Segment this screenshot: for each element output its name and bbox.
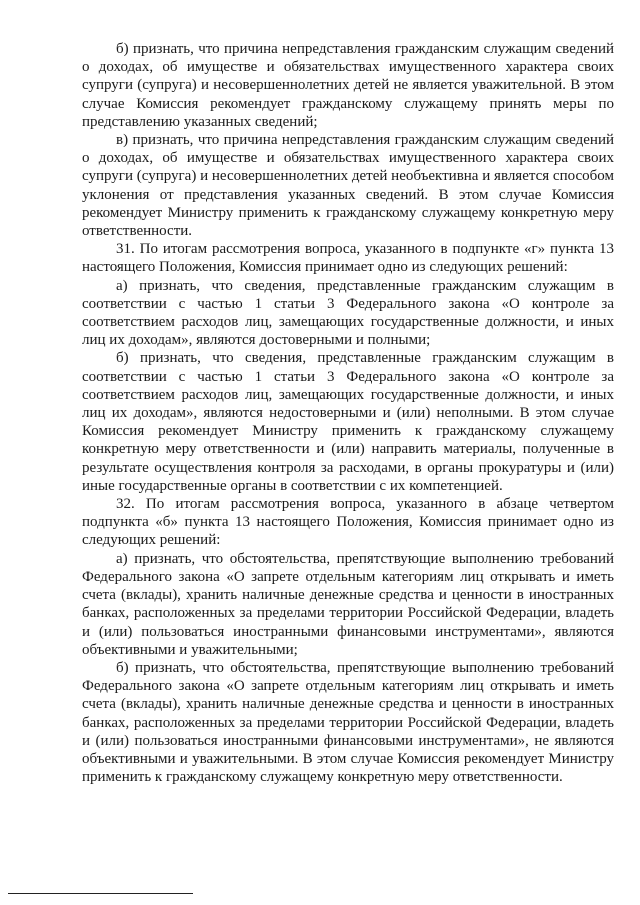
paragraph-31: 31. По итогам рассмотрения вопроса, указанного в подпункте «г» пункта 13 настоящего Положения, Комиссия принимает одно из следующих решений: [82, 241, 614, 276]
paragraph-30b: б) признать, что причина непредставления гражданским служащим сведений о доходах, об имуществе и обязательствах имущественного характера своих супруги (супруга) и несовершеннолетних детей не является уважительной. В этом случае Комиссия рекомендует гражданскому служащему принять меры по представлению указанных сведений; [82, 41, 614, 130]
footnote-separator-line [8, 893, 193, 894]
paragraph-32b: б) признать, что обстоятельства, препятствующие выполнению требований Федерального закона «О запрете отдельным категориям лиц открывать и иметь счета (вклады), хранить наличные денежные средства и ценности в иностранных банках, расположенных за пределами территории Российской Федерации, владеть и (или) пользоваться иностранными финансовыми инструментами», не являются объективными и уважительными. В этом случае Комиссия рекомендует Министру применить к гражданскому служащему конкретную меру ответственности. [82, 659, 614, 786]
paragraph-32a: а) признать, что обстоятельства, препятствующие выполнению требований Федерального закона «О запрете отдельным категориям лиц открывать и иметь счета (вклады), хранить наличные денежные средства и ценности в иностранных банках, расположенных за пределами территории Российской Федерации, владеть и (или) пользоваться иностранными финансовыми инструментами», являются объективными и уважительными; [82, 550, 614, 658]
paragraph-31b: б) признать, что сведения, представленные гражданским служащим в соответствии с частью 1 статьи 3 Федерального закона «О контроле за соответствием расходов лиц, замещающих государственные должности, и иных лиц их доходам», являются недостоверными и (или) неполными. В этом случае Комиссия рекомендует Министру применить к гражданскому служащему конкретную меру ответственности и (или) направить материалы, полученные в результате осуществления контроля за расходами, в органы прокуратуры и (или) иные государственные органы в соответствии с их компетенцией. [82, 350, 614, 494]
document-body [82, 40, 614, 786]
paragraph-31a: а) признать, что сведения, представленные гражданским служащим в соответствии с частью 1 статьи 3 Федерального закона «О контроле за соответствием расходов лиц, замещающих государственные должности, и иных лиц их доходам», являются достоверными и полными; [82, 277, 614, 349]
paragraph-30v: в) признать, что причина непредставления гражданским служащим сведений о доходах, об имуществе и обязательствах имущественного характера своих супруги (супруга) и несовершеннолетних детей необъективна и является способом уклонения от представления указанных сведений. В этом случае Комиссия рекомендует Министру применить к гражданскому служащему конкретную меру ответственности. [82, 132, 614, 240]
paragraph-32: 32. По итогам рассмотрения вопроса, указанного в абзаце четвертом подпункта «б» пункта 13 настоящего Положения, Комиссия принимает одно из следующих решений: [82, 496, 614, 549]
